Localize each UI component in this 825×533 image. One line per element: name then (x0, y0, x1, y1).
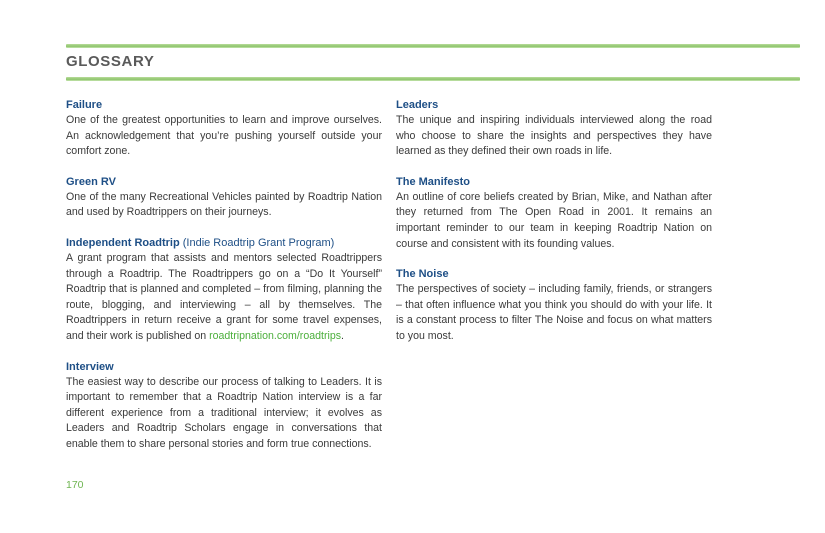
term-green-rv: Green RV (66, 175, 116, 188)
term-leaders: Leaders (396, 99, 439, 111)
term-independent-roadtrip (66, 235, 382, 251)
glossary-entry-manifesto (396, 174, 712, 252)
glossary-entry-independent-roadtrip (66, 235, 382, 345)
term-manifesto: The Manifesto (396, 175, 470, 188)
term-independent-roadtrip-suffix: (Indie Roadtrip Grant Program) (182, 236, 335, 249)
term-independent-roadtrip-label: Independent Roadtrip (66, 236, 180, 249)
definition-leaders: The unique and inspiring individuals interviewed along the road who choose to share the insights and perspectives they have learned as they defined their own roads in life. (396, 114, 712, 158)
definition-failure: One of the greatest opportunities to learn and improve ourselves. An acknowledgement that you’re pushing yourself outside your comfort zone. (66, 114, 382, 158)
glossary-entry-noise (396, 266, 712, 344)
glossary-column-right (396, 97, 712, 359)
definition-green-rv: One of the many Recreational Vehicles painted by Roadtrip Nation and used by Roadtrippers on their journeys. (66, 190, 382, 219)
page-title: GLOSSARY (66, 53, 155, 70)
term-noise: The Noise (396, 268, 449, 281)
header-rule-top (66, 44, 800, 48)
term-interview: Interview (66, 360, 114, 373)
glossary-entry-interview (66, 359, 382, 453)
definition-independent-roadtrip-text: A grant program that assists and mentors selected Roadtrippers through a Roadtrip. The Roadtrippers go on a “Do It Yourself” Roadtrip that is planned and completed – from filming, planning the route, blogging, and interviewing – all by themselves. The Roadtrippers in return receive a grant for some travel expenses, and their work is published on (66, 251, 382, 342)
definition-independent-roadtrip (66, 251, 382, 345)
page-number: 170 (66, 479, 84, 491)
definition-independent-roadtrip-end: . (341, 329, 344, 342)
glossary-entry-failure (66, 97, 382, 160)
definition-interview: The easiest way to describe our process of talking to Leaders. It is important to remember that a Roadtrip Nation interview is a far different experience from a traditional interview; it evolves as Leaders and Roadtrip Scholars engage in conversations that enable them to share personal stories and form true connections. (66, 375, 382, 450)
glossary-entry-green-rv (66, 174, 382, 221)
definition-manifesto: An outline of core beliefs created by Brian, Mike, and Nathan after they returned from The Open Road in 2001. It remains an important reminder to our team in keeping Roadtrip Nation on course and consistent with its founding values. (396, 190, 712, 250)
definition-noise: The perspectives of society – including family, friends, or strangers – that often influence what you think you should do with your life. It is a constant process to filter The Noise and focus on what matters to you most. (396, 283, 712, 342)
header-rule-bottom (66, 77, 800, 81)
term-failure: Failure (66, 99, 103, 111)
roadtrips-link[interactable]: roadtripnation.com/roadtrips (209, 329, 342, 342)
glossary-entry-leaders (396, 97, 712, 160)
glossary-column-left (66, 97, 382, 467)
